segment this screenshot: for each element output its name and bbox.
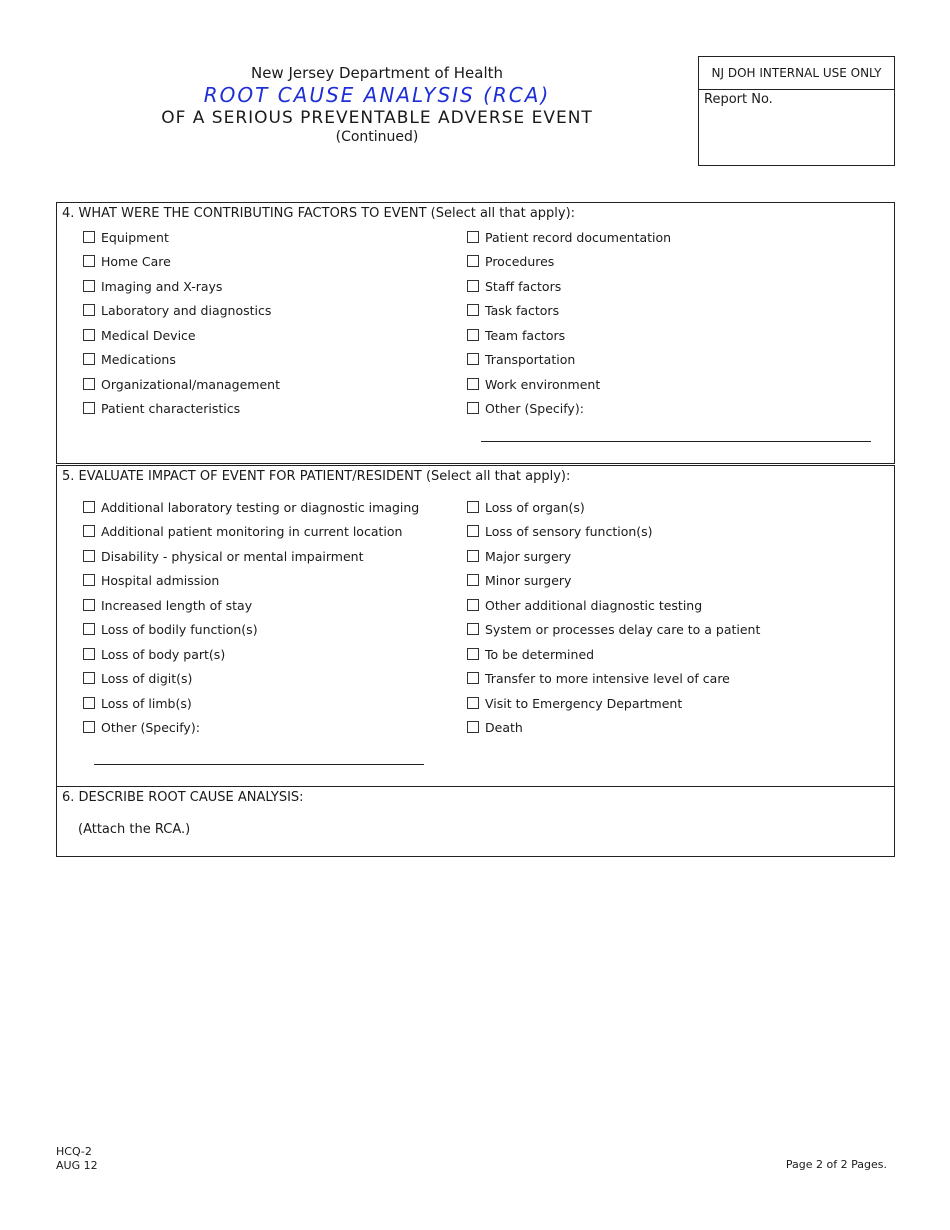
impact-checkbox[interactable]: Loss of sensory function(s) <box>467 524 653 539</box>
checkbox-icon[interactable] <box>467 623 479 635</box>
impact-checkbox[interactable]: Major surgery <box>467 549 571 564</box>
impact-checkbox[interactable]: Loss of body part(s) <box>83 647 225 662</box>
checkbox-icon[interactable] <box>467 255 479 267</box>
checkbox-icon[interactable] <box>467 304 479 316</box>
impact-checkbox[interactable]: Loss of bodily function(s) <box>83 622 258 637</box>
checkbox-icon[interactable] <box>83 574 95 586</box>
checkbox-icon[interactable] <box>83 697 95 709</box>
impact-checkbox[interactable]: Hospital admission <box>83 573 219 588</box>
impact-other-checkbox[interactable]: Other (Specify): <box>83 720 200 735</box>
factor-checkbox[interactable]: Patient characteristics <box>83 401 240 416</box>
form-id: HCQ-2 <box>56 1145 92 1158</box>
section-5-title: 5. EVALUATE IMPACT OF EVENT FOR PATIENT/RESIDENT (Select all that apply): <box>62 469 571 484</box>
checkbox-icon[interactable] <box>83 501 95 513</box>
checkbox-icon[interactable] <box>467 501 479 513</box>
checkbox-icon[interactable] <box>83 402 95 414</box>
factor-checkbox[interactable]: Task factors <box>467 303 559 318</box>
factor-checkbox[interactable]: Laboratory and diagnostics <box>83 303 271 318</box>
section-4-contributing-factors <box>56 202 895 464</box>
impact-checkbox[interactable]: Visit to Emergency Department <box>467 696 682 711</box>
checkbox-icon[interactable] <box>83 304 95 316</box>
agency-name: New Jersey Department of Health <box>250 64 503 82</box>
factor-checkbox[interactable]: Medical Device <box>83 328 196 343</box>
factor-checkbox[interactable]: Patient record documentation <box>467 230 671 245</box>
checkbox-icon[interactable] <box>467 525 479 537</box>
impact-checkbox[interactable]: Additional laboratory testing or diagnostic imaging <box>83 500 419 515</box>
checkbox-icon[interactable] <box>83 378 95 390</box>
checkbox-icon[interactable] <box>467 353 479 365</box>
checkbox-icon[interactable] <box>83 255 95 267</box>
report-number-field[interactable]: Report No. <box>704 92 773 107</box>
factor-checkbox[interactable]: Transportation <box>467 352 575 367</box>
checkbox-icon[interactable] <box>83 672 95 684</box>
impact-checkbox[interactable]: Loss of limb(s) <box>83 696 192 711</box>
factor-checkbox[interactable]: Procedures <box>467 254 554 269</box>
internal-use-heading: NJ DOH INTERNAL USE ONLY <box>699 57 894 90</box>
factor-checkbox[interactable]: Organizational/management <box>83 377 280 392</box>
checkbox-icon[interactable] <box>467 329 479 341</box>
factor-checkbox[interactable]: Staff factors <box>467 279 561 294</box>
checkbox-icon[interactable] <box>467 697 479 709</box>
factor-checkbox[interactable]: Team factors <box>467 328 565 343</box>
factor-other-checkbox[interactable]: Other (Specify): <box>467 401 584 416</box>
factor-checkbox[interactable]: Equipment <box>83 230 169 245</box>
checkbox-icon[interactable] <box>467 672 479 684</box>
checkbox-icon[interactable] <box>83 623 95 635</box>
factor-checkbox[interactable]: Home Care <box>83 254 171 269</box>
impact-checkbox[interactable]: Increased length of stay <box>83 598 252 613</box>
checkbox-icon[interactable] <box>83 231 95 243</box>
factor-checkbox[interactable]: Work environment <box>467 377 600 392</box>
checkbox-icon[interactable] <box>83 280 95 292</box>
factor-checkbox[interactable]: Imaging and X-rays <box>83 279 222 294</box>
checkbox-icon[interactable] <box>467 231 479 243</box>
section-5-impact <box>56 465 895 787</box>
checkbox-icon[interactable] <box>467 599 479 611</box>
checkbox-icon[interactable] <box>83 353 95 365</box>
page-number: Page 2 of 2 Pages. <box>785 1158 887 1171</box>
impact-checkbox[interactable]: Disability - physical or mental impairment <box>83 549 363 564</box>
section-4-title: 4. WHAT WERE THE CONTRIBUTING FACTORS TO EVENT (Select all that apply): <box>62 206 576 221</box>
impact-checkbox[interactable]: Loss of digit(s) <box>83 671 192 686</box>
checkbox-icon[interactable] <box>467 648 479 660</box>
checkbox-icon[interactable] <box>83 721 95 733</box>
checkbox-icon[interactable] <box>467 550 479 562</box>
checkbox-icon[interactable] <box>83 550 95 562</box>
checkbox-icon[interactable] <box>467 574 479 586</box>
impact-checkbox[interactable]: Minor surgery <box>467 573 571 588</box>
continued-label: (Continued) <box>335 129 419 145</box>
checkbox-icon[interactable] <box>467 378 479 390</box>
form-subtitle: OF A SERIOUS PREVENTABLE ADVERSE EVENT <box>161 108 593 128</box>
factor-checkbox[interactable]: Medications <box>83 352 176 367</box>
impact-checkbox[interactable]: Death <box>467 720 523 735</box>
form-title: ROOT CAUSE ANALYSIS (RCA) <box>203 83 551 107</box>
checkbox-icon[interactable] <box>467 402 479 414</box>
section-6-title: 6. DESCRIBE ROOT CAUSE ANALYSIS: <box>62 790 304 805</box>
impact-checkbox[interactable]: To be determined <box>467 647 594 662</box>
impact-checkbox[interactable]: Other additional diagnostic testing <box>467 598 702 613</box>
impact-other-specify-line[interactable] <box>94 764 424 765</box>
section-6-root-cause <box>56 786 895 857</box>
checkbox-icon[interactable] <box>83 329 95 341</box>
checkbox-icon[interactable] <box>83 525 95 537</box>
attach-rca-note: (Attach the RCA.) <box>78 822 191 837</box>
impact-checkbox[interactable]: Transfer to more intensive level of care <box>467 671 730 686</box>
impact-checkbox[interactable]: Loss of organ(s) <box>467 500 585 515</box>
checkbox-icon[interactable] <box>467 280 479 292</box>
impact-checkbox[interactable]: Additional patient monitoring in current location <box>83 524 402 539</box>
form-date: AUG 12 <box>56 1159 98 1172</box>
checkbox-icon[interactable] <box>83 599 95 611</box>
checkbox-icon[interactable] <box>467 721 479 733</box>
internal-use-box <box>698 56 895 166</box>
factor-other-specify-line[interactable] <box>481 441 871 442</box>
impact-checkbox[interactable]: System or processes delay care to a patient <box>467 622 760 637</box>
checkbox-icon[interactable] <box>83 648 95 660</box>
form-identifier <box>56 1145 98 1173</box>
